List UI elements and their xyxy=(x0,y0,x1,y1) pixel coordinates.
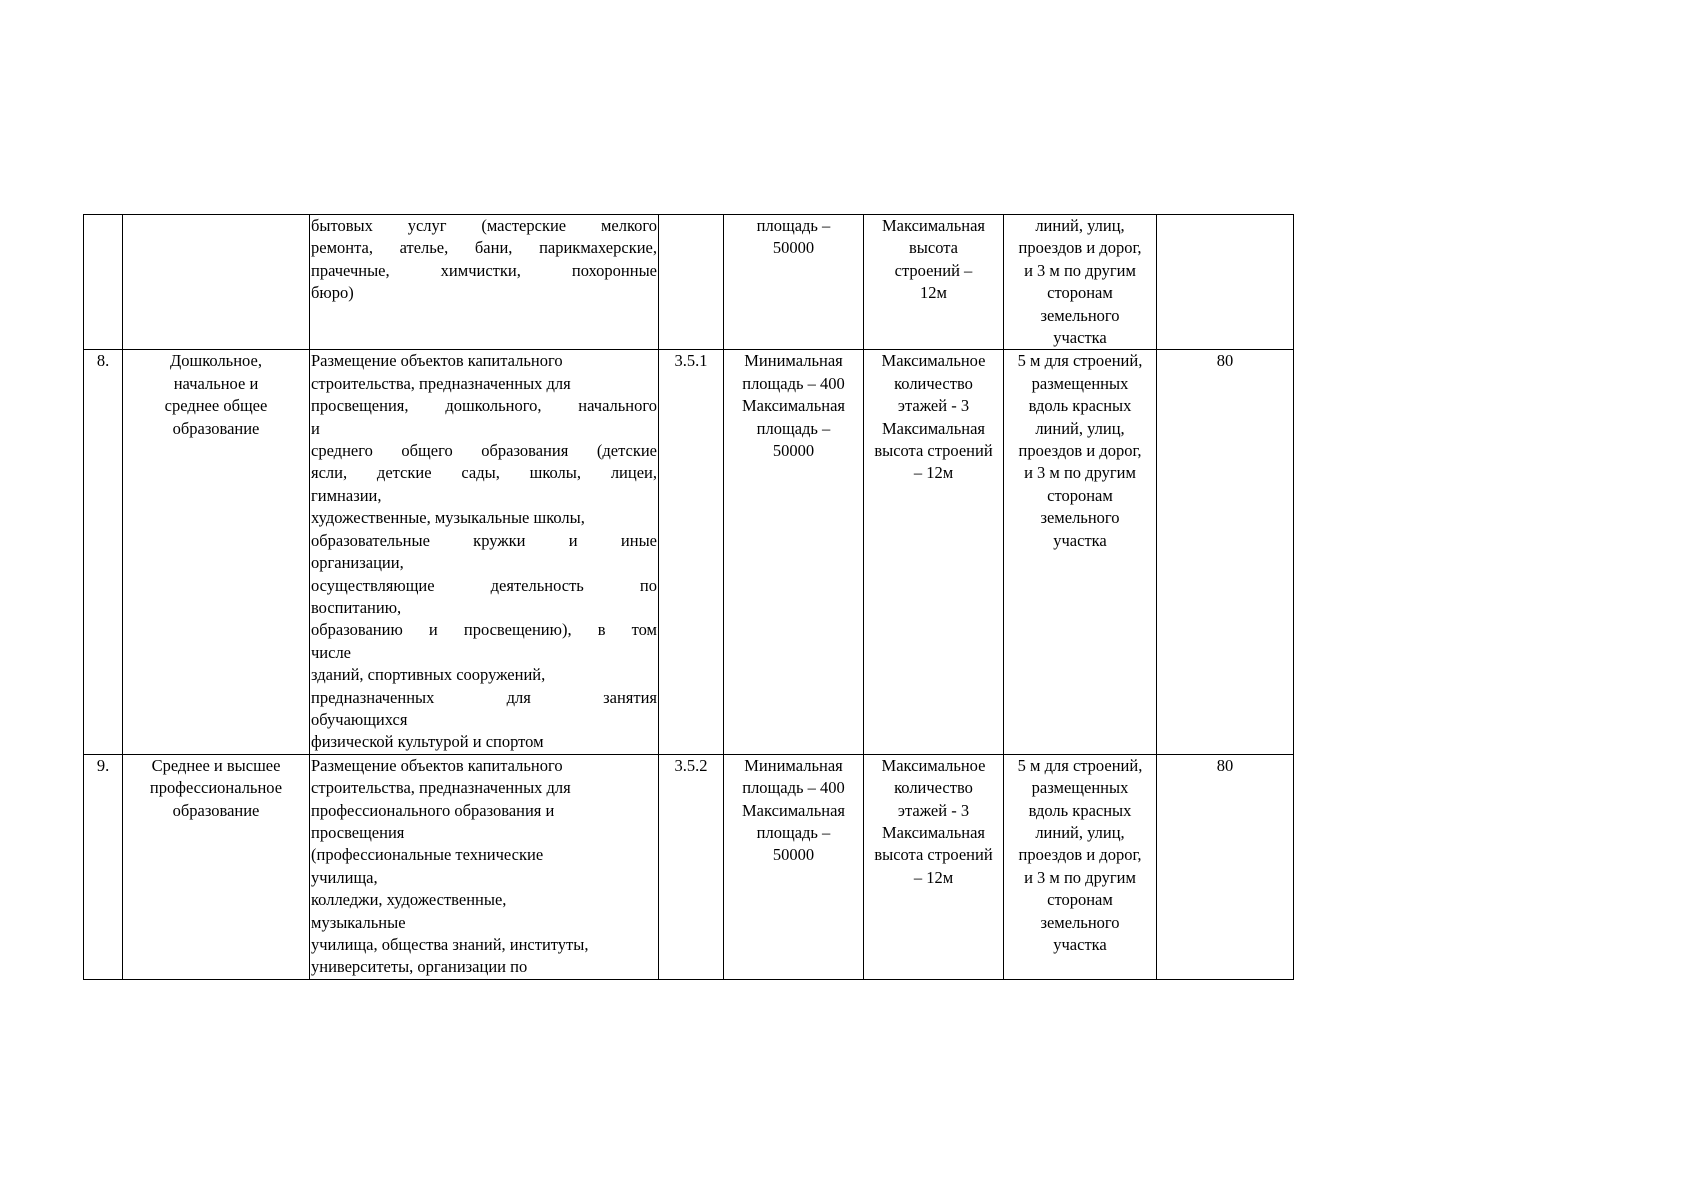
name-text xyxy=(123,755,309,822)
setback-line: и 3 м по другим xyxy=(1024,260,1136,280)
building-height-cell xyxy=(864,215,1004,350)
row-number-cell xyxy=(84,215,123,350)
plot-area-line: площадь – 400 xyxy=(742,778,845,798)
area-text xyxy=(724,350,863,462)
row-number: 9. xyxy=(96,755,110,775)
building-height-line: Максимальная xyxy=(881,216,986,235)
description-line: прачечные, химчистки, похоронные xyxy=(311,260,657,280)
plot-area-line: площадь – 400 xyxy=(742,373,845,393)
height-text xyxy=(864,350,1003,484)
use-code: 3.5.1 xyxy=(674,351,708,371)
setback-line: участка xyxy=(1053,935,1107,954)
coverage-percent: 80 xyxy=(1216,755,1234,775)
use-name-line: образование xyxy=(172,418,260,438)
desc-text xyxy=(310,755,658,979)
setback-text xyxy=(1004,755,1156,957)
description-line: колледжи, художественные, xyxy=(311,890,507,910)
description-line: училища, общества знаний, институты, xyxy=(311,935,589,954)
setback-line: 5 м для строений, xyxy=(1017,755,1143,775)
use-name-line: Дошкольное, xyxy=(170,351,262,371)
table-row xyxy=(84,215,1294,350)
setback-line: размещенных xyxy=(1031,778,1129,798)
description-line: физической культурой и спортом xyxy=(311,732,544,752)
use-name-line: Среднее и высшее xyxy=(151,755,281,775)
description-line: Размещение объектов капитального xyxy=(311,351,563,371)
description-line: строительства, предназначенных для xyxy=(311,778,571,798)
description-line: среднего общего образования (детские xyxy=(311,441,657,461)
setback-line: земельного xyxy=(1040,305,1120,325)
table-body xyxy=(84,215,1294,980)
plot-area-line: 50000 xyxy=(772,238,815,258)
description-line: просвещения xyxy=(311,822,405,842)
setback-line: линий, улиц, xyxy=(1035,216,1125,235)
description-line: ремонта, ателье, бани, парикмахерские, xyxy=(311,238,657,258)
plot-area-line: 50000 xyxy=(772,441,815,461)
building-height-line: высота xyxy=(909,238,958,258)
building-height-line: – 12м xyxy=(913,463,954,483)
setback-line: сторонам xyxy=(1047,485,1113,505)
description-line: ясли, детские сады, школы, лицеи, xyxy=(311,463,657,483)
building-height-line: Максимальное xyxy=(881,351,986,371)
land-use-regulations-table xyxy=(83,214,1294,980)
setback-line: 5 м для строений, xyxy=(1017,351,1143,371)
use-name-cell xyxy=(123,350,310,754)
description-line: профессионального образования и xyxy=(311,800,555,820)
description-line: и xyxy=(311,418,320,438)
plot-area-cell xyxy=(724,754,864,979)
building-height-line: строений – xyxy=(894,260,973,280)
use-description-cell xyxy=(310,754,659,979)
building-height-line: высота строений xyxy=(874,845,993,865)
desc-text xyxy=(310,215,658,305)
building-height-line: этажей - 3 xyxy=(897,800,970,820)
coverage-percent-cell xyxy=(1157,215,1294,350)
description-line: Размещение объектов капитального xyxy=(311,755,563,775)
setback-line: и 3 м по другим xyxy=(1024,867,1136,887)
use-description-cell xyxy=(310,350,659,754)
description-line: училища, xyxy=(311,867,378,887)
description-line: (профессиональные технические xyxy=(311,845,544,865)
description-line: зданий, спортивных сооружений, xyxy=(311,665,546,685)
use-name-line: образование xyxy=(172,800,260,820)
plot-area-line: Минимальная xyxy=(744,351,843,371)
building-height-line: 12м xyxy=(920,283,947,303)
description-line: бытовых услуг (мастерские мелкого xyxy=(311,216,657,235)
description-line: осуществляющие деятельность по xyxy=(311,575,657,595)
setback-line: и 3 м по другим xyxy=(1024,463,1136,483)
use-name-line: среднее общее xyxy=(164,396,268,416)
description-line: университеты, организации по xyxy=(311,957,528,977)
plot-area-line: Максимальная xyxy=(741,396,846,416)
description-line: предназначенных для занятия xyxy=(311,687,657,707)
setback-line: размещенных xyxy=(1031,373,1129,393)
setback-line: линий, улиц, xyxy=(1035,822,1125,842)
area-text xyxy=(724,215,863,260)
description-line: музыкальные xyxy=(311,912,406,932)
coverage-percent-cell xyxy=(1157,754,1294,979)
plot-area-cell xyxy=(724,215,864,350)
building-height-line: количество xyxy=(894,373,973,393)
use-code: 3.5.2 xyxy=(674,755,708,775)
use-name-cell xyxy=(123,754,310,979)
plot-area-line: площадь – xyxy=(756,216,831,235)
setback-text xyxy=(1004,215,1156,349)
description-line: бюро) xyxy=(311,283,354,303)
setback-line: участка xyxy=(1053,328,1107,348)
row-number-cell xyxy=(84,350,123,754)
use-name-cell xyxy=(123,215,310,350)
description-line: строительства, предназначенных для xyxy=(311,373,571,393)
plot-area-line: Максимальная xyxy=(741,800,846,820)
building-height-cell xyxy=(864,754,1004,979)
use-code-cell xyxy=(659,350,724,754)
area-text xyxy=(724,755,863,867)
setback-text xyxy=(1004,350,1156,552)
setback-line: проездов и дорог, xyxy=(1018,441,1142,461)
description-line: просвещения, дошкольного, начального xyxy=(311,396,657,416)
row-number: 8. xyxy=(96,351,110,371)
row-number-cell xyxy=(84,754,123,979)
building-height-line: Максимальная xyxy=(881,822,986,842)
description-line: обучающихся xyxy=(311,709,408,729)
setback-line: проездов и дорог, xyxy=(1018,845,1142,865)
setback-line: линий, улиц, xyxy=(1035,418,1125,438)
desc-text xyxy=(310,350,658,753)
setback-line: сторонам xyxy=(1047,890,1113,910)
building-height-line: высота строений xyxy=(874,441,993,461)
use-code-cell xyxy=(659,754,724,979)
height-text xyxy=(864,215,1003,305)
name-text xyxy=(123,350,309,440)
table-row xyxy=(84,754,1294,979)
plot-area-line: Минимальная xyxy=(744,755,843,775)
setback-line: участка xyxy=(1053,530,1107,550)
building-height-line: Максимальное xyxy=(881,755,986,775)
building-height-line: этажей - 3 xyxy=(897,396,970,416)
description-line: образовательные кружки и иные xyxy=(311,530,657,550)
building-height-cell xyxy=(864,350,1004,754)
building-height-line: – 12м xyxy=(913,867,954,887)
building-height-line: Максимальная xyxy=(881,418,986,438)
height-text xyxy=(864,755,1003,889)
plot-area-line: площадь – xyxy=(756,822,831,842)
table-row xyxy=(84,350,1294,754)
description-line: числе xyxy=(311,642,352,662)
plot-area-line: 50000 xyxy=(772,845,815,865)
use-code-cell xyxy=(659,215,724,350)
setback-line: вдоль красных xyxy=(1028,800,1132,820)
use-name-line: профессиональное xyxy=(149,778,283,798)
plot-area-line: площадь – xyxy=(756,418,831,438)
setback-cell xyxy=(1004,754,1157,979)
setback-line: земельного xyxy=(1040,912,1120,932)
use-name-line: начальное и xyxy=(173,373,259,393)
description-line: организации, xyxy=(311,553,404,573)
use-description-cell xyxy=(310,215,659,350)
setback-line: вдоль красных xyxy=(1028,396,1132,416)
setback-cell xyxy=(1004,350,1157,754)
plot-area-cell xyxy=(724,350,864,754)
coverage-percent: 80 xyxy=(1216,351,1234,371)
setback-cell xyxy=(1004,215,1157,350)
coverage-percent-cell xyxy=(1157,350,1294,754)
description-line: художественные, музыкальные школы, xyxy=(311,508,585,528)
description-line: образованию и просвещению), в том xyxy=(311,620,657,640)
description-line: гимназии, xyxy=(311,485,382,505)
setback-line: проездов и дорог, xyxy=(1018,238,1142,258)
setback-line: земельного xyxy=(1040,508,1120,528)
building-height-line: количество xyxy=(894,778,973,798)
setback-line: сторонам xyxy=(1047,283,1113,303)
description-line: воспитанию, xyxy=(311,597,402,617)
